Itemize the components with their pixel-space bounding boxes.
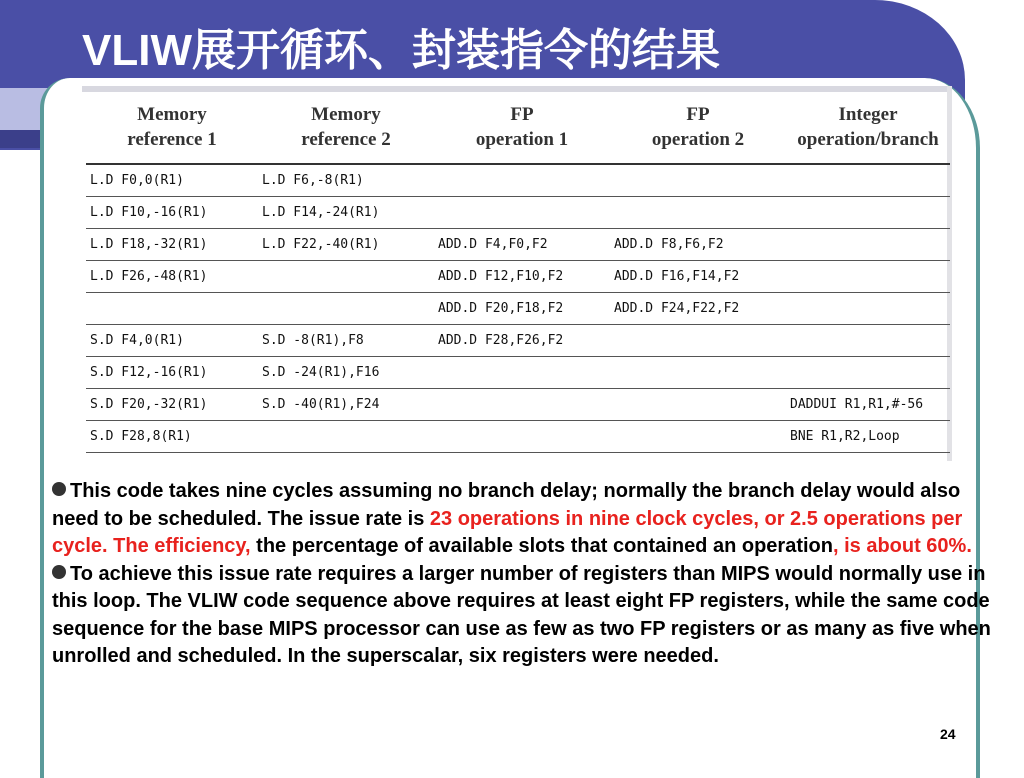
table-row [86, 324, 950, 356]
table-row [86, 356, 950, 388]
table-cell: S.D F12,-16(R1) [90, 364, 208, 380]
table-header-row [86, 98, 950, 164]
bullet-paragraph-2 [52, 561, 1012, 671]
table-row [86, 260, 950, 292]
table-cell: L.D F6,-8(R1) [262, 172, 364, 188]
p1-highlight-issue-rate: 23 operations in nine clock cycles, or 2.5 operations per cycle. The efficiency, [52, 507, 963, 557]
table-cell: S.D F4,0(R1) [90, 332, 184, 348]
table-row [86, 196, 950, 228]
table-cell [786, 324, 950, 356]
table-cell: ADD.D F20,F18,F2 [438, 300, 564, 316]
table-cell: S.D -40(R1),F24 [262, 396, 380, 412]
table-row [86, 228, 950, 260]
table-cell: L.D F22,-40(R1) [262, 236, 380, 252]
slide-title: VLIW展开循环、封装指令的结果 [82, 26, 720, 75]
table-cell: ADD.D F12,F10,F2 [438, 268, 564, 284]
header-fp-operation-2: FP operation 2 [651, 104, 745, 150]
table-cell [434, 196, 610, 228]
table-cell [434, 164, 610, 196]
table-cell [786, 228, 950, 260]
table-row [86, 292, 950, 324]
header-memory-reference-2: Memory reference 2 [301, 104, 391, 150]
table-cell [610, 356, 786, 388]
slide-body-text [52, 478, 1012, 671]
table-cell: L.D F0,0(R1) [90, 172, 184, 188]
p1-text-c: the percentage of available slots that contained an operation [250, 535, 833, 557]
table-cell [610, 164, 786, 196]
table-cell: ADD.D F16,F14,F2 [614, 268, 740, 284]
table-cell: L.D F14,-24(R1) [262, 204, 380, 220]
page-number: 24 [940, 726, 956, 742]
vliw-schedule-table [86, 98, 950, 453]
table-cell [610, 324, 786, 356]
table-cell [434, 420, 610, 452]
header-fp-operation-1: FP operation 1 [475, 104, 569, 150]
table-cell: L.D F18,-32(R1) [90, 236, 208, 252]
table-cell [610, 388, 786, 420]
table-cell: S.D -24(R1),F16 [262, 364, 380, 380]
table-cell [786, 196, 950, 228]
table-cell [610, 420, 786, 452]
table-cell [258, 292, 434, 324]
p2-text: To achieve this issue rate requires a larger number of registers than MIPS would normally use in this loop. The VLIW code sequence above requires at least eight FP registers, while the same code sequence for the base MIPS processor can use as few as two FP registers or as many as five when unrolled and scheduled. In the superscalar, six registers were needed. [52, 562, 991, 667]
table-cell [786, 164, 950, 196]
table-figure-top-border [82, 86, 950, 92]
table-row [86, 388, 950, 420]
header-integer-operation-branch: Integer operation/branch [797, 104, 939, 150]
table-cell [434, 356, 610, 388]
p1-highlight-efficiency: , is about 60%. [832, 535, 972, 557]
bullet-icon [52, 565, 66, 579]
table-cell: ADD.D F4,F0,F2 [438, 236, 548, 252]
table-cell: S.D -8(R1),F8 [262, 332, 364, 348]
bullet-icon [52, 482, 66, 496]
table-cell [258, 420, 434, 452]
table-cell [610, 196, 786, 228]
table-row [86, 420, 950, 452]
table-cell: BNE R1,R2,Loop [790, 428, 900, 444]
table-cell: ADD.D F28,F26,F2 [438, 332, 564, 348]
header-memory-reference-1: Memory reference 1 [127, 104, 217, 150]
table-cell [786, 260, 950, 292]
vliw-table-figure [82, 86, 952, 466]
table-cell: DADDUI R1,R1,#-56 [790, 396, 924, 412]
table-cell [786, 356, 950, 388]
table-cell [434, 388, 610, 420]
table-row [86, 164, 950, 196]
p1-text-a: This code takes nine cycles assuming no branch delay; normally the branch delay would also need to be scheduled. The issue rate is [52, 480, 961, 530]
table-cell: L.D F26,-48(R1) [90, 268, 208, 284]
bullet-paragraph-1 [52, 478, 1012, 561]
table-cell: ADD.D F8,F6,F2 [614, 236, 724, 252]
table-cell [786, 292, 950, 324]
table-cell [86, 292, 258, 324]
table-cell: S.D F28,8(R1) [90, 428, 192, 444]
table-cell: L.D F10,-16(R1) [90, 204, 208, 220]
table-cell: S.D F20,-32(R1) [90, 396, 208, 412]
table-cell [258, 260, 434, 292]
table-cell: ADD.D F24,F22,F2 [614, 300, 740, 316]
